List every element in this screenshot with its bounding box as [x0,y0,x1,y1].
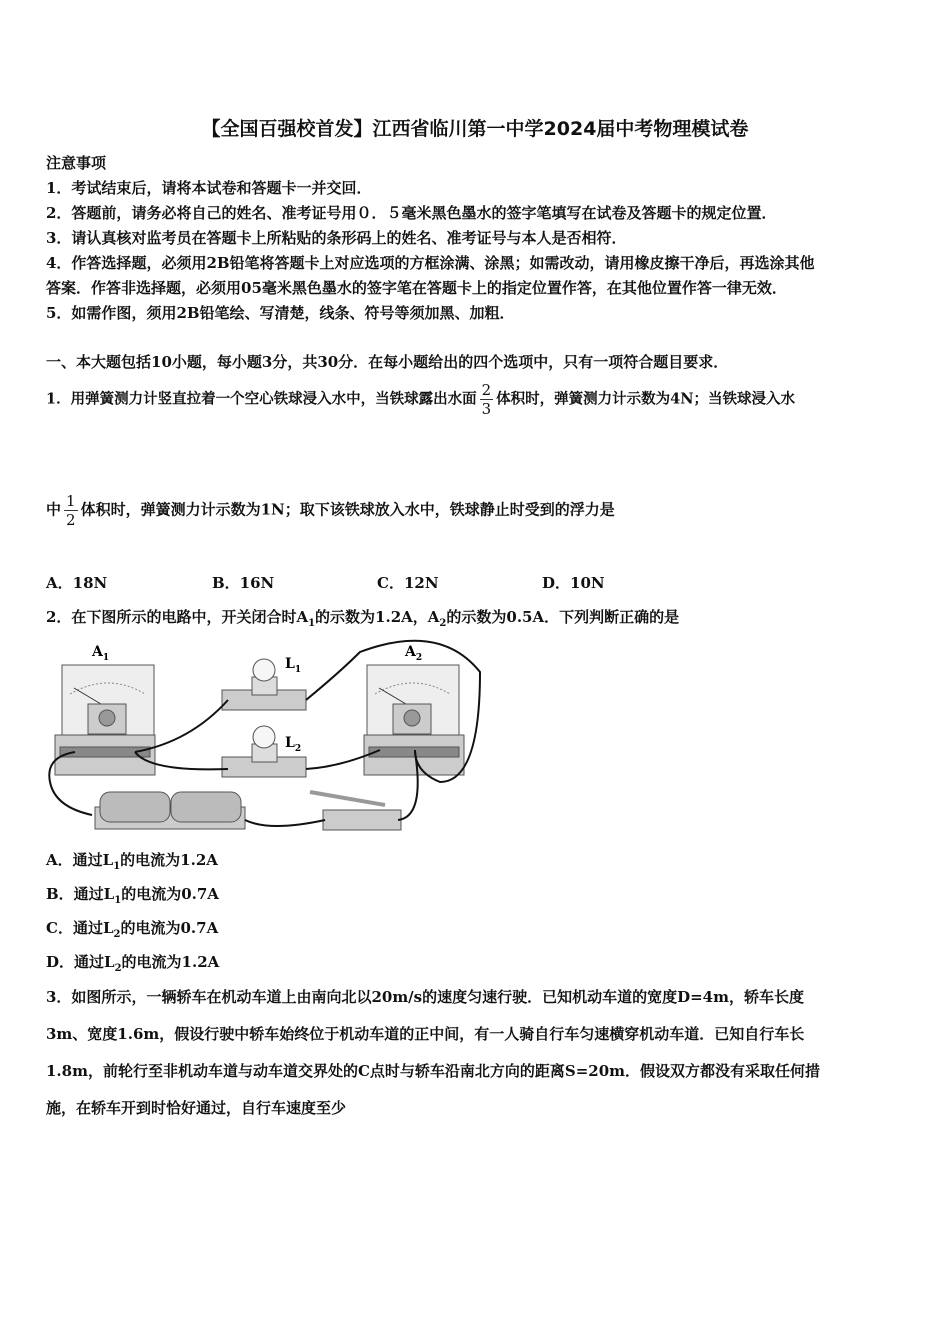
q2-option-a: A．通过$L_1$的电流为1.2A [46,851,218,872]
battery [95,792,245,829]
frac-den: 3 [481,400,492,418]
q2-text: 2．在下图所示的电路中，开关闭合时A [46,608,309,626]
note-item: 4．作答选择题，必须用2B铅笔将答题卡上对应选项的方框涂满、涂黑；如需改动，请用橡皮擦干净后，再选涂其他 [46,254,815,272]
switch [310,792,401,830]
question-3-line: 施，在轿车开到时恰好通过，自行车速度至少 [46,1099,347,1117]
ammeter-a1 [55,665,155,775]
frac-num: 1 [66,492,76,510]
q2-option-d: D．通过$L_2$的电流为1.2A [46,953,220,974]
q1-option-c: C．12N [377,574,439,592]
label-a1: $A_1$ [92,644,110,663]
question-3-line: 3m、宽度1.6m，假设行驶中轿车始终位于机动车道的正中间，有一人骑自行车匀速横穿机动车道．已知自行车长 [46,1025,805,1043]
q2-option-c: C．通过$L_2$的电流为0.7A [46,919,219,940]
question-3-line: 3．如图所示，一辆轿车在机动车道上由南向北以20m/s的速度匀速行驶．已知机动车道的宽度D=4m，轿车长度 [46,988,804,1006]
q2-text: 的示数为0.5A．下列判断正确的是 [446,608,680,626]
subscript: 1 [308,618,316,629]
note-item: 3．请认真核对监考员在答题卡上所粘贴的条形码上的姓名、准考证号与本人是否相符． [46,229,627,247]
circuit-figure [40,632,500,837]
fraction-one-half [64,492,78,529]
label-l2: $L_2$ [285,735,302,754]
note-item: 5．如需作图，须用2B铅笔绘、写清楚，线条、符号等须加黑、加粗． [46,304,515,322]
label-l1: $L_1$ [285,656,302,675]
q1-text: 1．用弹簧测力计竖直拉着一个空心铁球浸入水中，当铁球露出水面 [46,390,477,408]
q1-text: 体积时，弹簧测力计示数为4N；当铁球浸入水 [496,390,795,408]
q2-text: 的示数为1.2A，A [315,608,440,626]
bulb-l2 [222,726,306,777]
q1-option-b: B．16N [212,574,275,592]
q1-text: 中 [46,500,62,519]
ammeter-a2 [364,665,464,775]
label-a2: $A_2$ [405,644,423,663]
q1-text: 体积时，弹簧测力计示数为1N；取下该铁球放入水中，铁球静止时受到的浮力是 [80,500,615,519]
note-item: 2．答题前，请务必将自己的姓名、准考证号用０．５毫米黑色墨水的签字笔填写在试卷及答题卡的规定位置． [46,204,777,222]
notes-heading: 注意事项 [46,154,107,172]
question-1-line-2 [46,492,615,529]
fraction-two-thirds [480,381,494,418]
frac-num: 2 [481,381,492,399]
q2-option-b: B．通过$L_1$的电流为0.7A [46,885,219,906]
frac-den: 2 [66,511,76,529]
section-heading: 一、本大题包括10小题，每小题3分，共30分．在每小题给出的四个选项中，只有一项符合题目要求． [46,353,729,371]
question-2-stem [46,606,679,629]
subscript: 2 [439,618,447,629]
page-title: 【全国百强校首发】江西省临川第一中学2024届中考物理模试卷 [201,118,749,140]
q1-option-d: D．10N [542,574,605,592]
note-item: 1．考试结束后，请将本试卷和答题卡一并交回． [46,179,372,197]
q1-option-a: A．18N [46,574,108,592]
note-item: 答案．作答非选择题，必须用05毫米黑色墨水的签字笔在答题卡上的指定位置作答，在其他位置作答一律无效． [46,279,787,297]
question-1-line-1 [46,381,795,418]
question-3-line: 1.8m，前轮行至非机动车道与动车道交界处的C点时与轿车沿南北方向的距离S=20m．假设双方都没有采取任何措 [46,1062,821,1080]
